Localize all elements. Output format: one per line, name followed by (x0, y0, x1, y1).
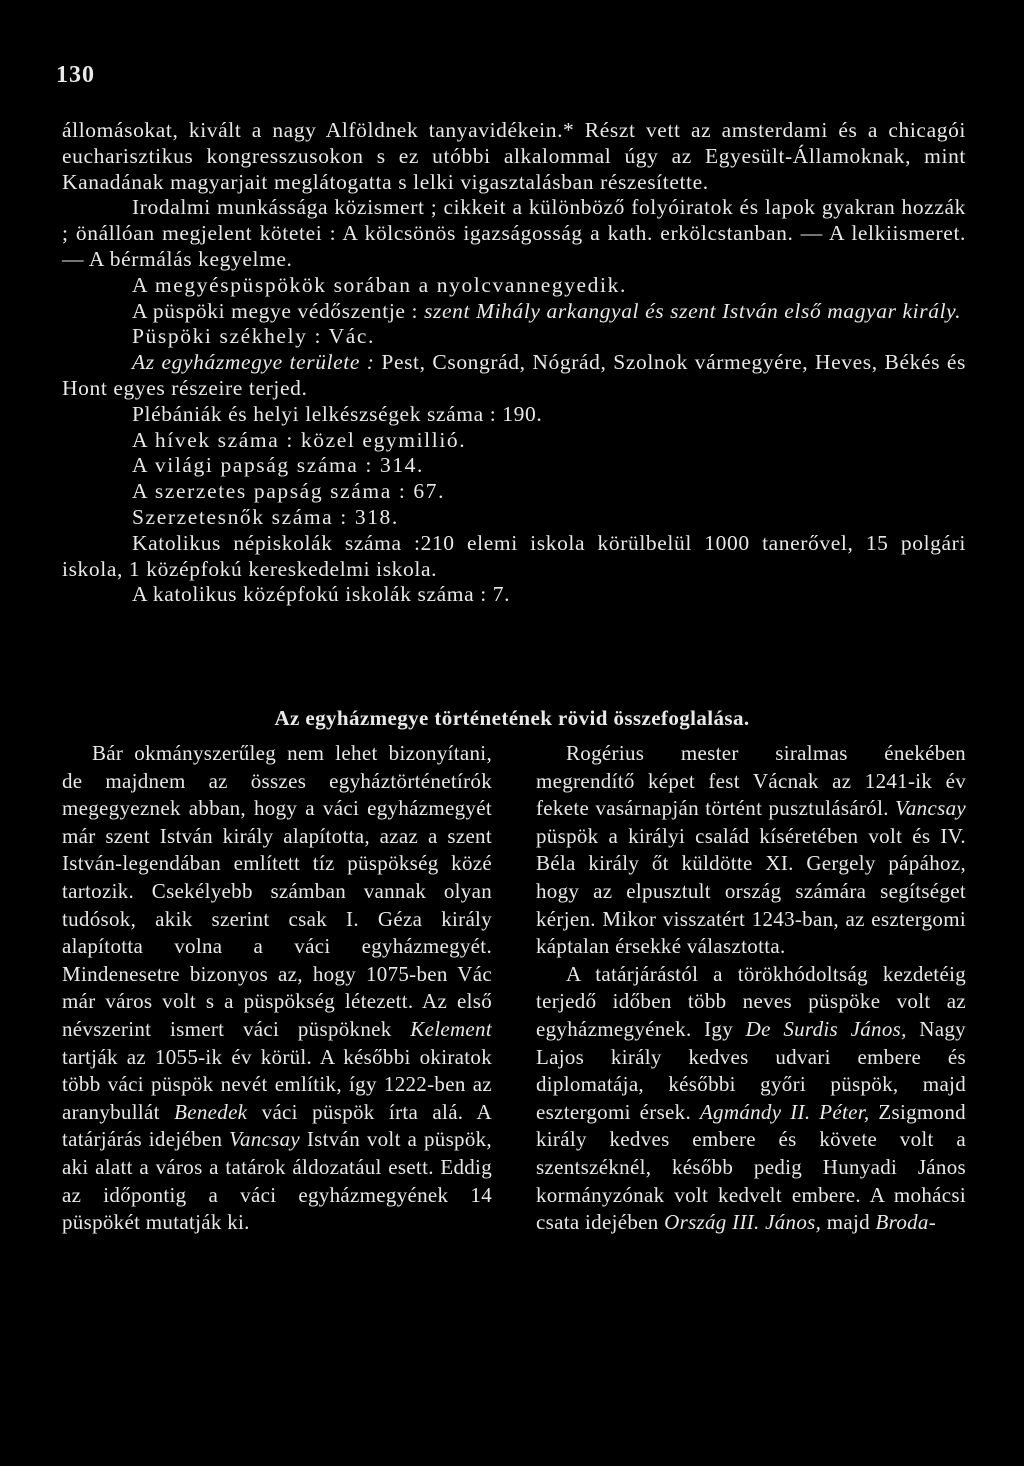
right-text-d: Nagy Lajos király kedves udvari embere és diplomatája, későbbi győri püspök, majd esztergomi érsek. (536, 1016, 966, 1124)
name-vancsay: Vancsay (229, 1127, 301, 1152)
patron-label: A püspöki megye védőszentje : (132, 298, 419, 323)
parishes-line: Plébániák és helyi lelkészségek száma : 190. (132, 401, 543, 426)
name-agmandy: Agmándy II. Péter, (699, 1099, 870, 1124)
right-paragraph-1 (536, 740, 966, 961)
name-de-surdis: De Surdis János, (745, 1016, 907, 1041)
right-text-a: Rogérius mester siralmas énekében megrendítő képet fest Vácnak az 1241-ik év fekete vasárnapján történt pusztulásáról. (536, 741, 966, 821)
secondary-schools-line: A katolikus középfokú iskolák száma : 7. (132, 582, 511, 607)
nuns-count-line: Szerzetesnők száma : 318. (132, 504, 399, 529)
name-benedek: Benedek (174, 1099, 248, 1124)
rank-line: A megyéspüspökök sorában a nyolcvannegyedik. (132, 272, 627, 297)
episcopal-seat-line: Püspöki székhely : Vác. (132, 324, 376, 349)
religious-clergy-line: A szerzetes papság száma : 67. (132, 479, 446, 504)
territory-value: Pest, Csongrád, Nógrád, Szolnok vármegyére, Heves, Békés és Hont egyes részeire terjed. (62, 350, 966, 400)
left-text-a: Bár okmányszerűleg nem lehet bizonyítani, de majdnem az összes egyháztörténetírók megegyeznek abban, hogy a váci egyházmegyét már szent István király alapította, azaz a szent István-legendában említett tíz püspökség közé tartozik. Csekélyebb számban vannak olyan tudósok, akik szerint csak I. Géza király alapította volna a váci egyházmegyét. Mindenesetre bizonyos az, hogy 1075-ben Vác már város volt s a püspökség létezett. Az első névszerint ismert váci püspöknek (62, 741, 492, 1041)
territory-label: Az egyházmegye területe : (132, 350, 375, 375)
patron-value: szent Mihály arkangyal és szent István első magyar király. (424, 298, 962, 323)
right-text-f: majd (826, 1210, 870, 1235)
left-text-b: tartják az 1055-ik év körül. A későbbi okiratok több váci püspök nevét említik, így 1222-ben az aranybullát (62, 1044, 492, 1124)
schools-line: Katolikus népiskolák száma :210 elemi iskola körülbelül 1000 tanerővel, 15 polgári iskola, 1 középfokú kereskedelmi iskola. (62, 530, 966, 581)
name-kelement: Kelement (410, 1016, 492, 1041)
right-text-e: Zsigmond király kedves embere és követe volt a szentszéknél, később pedig Hunyadi János kormányzónak volt kedvelt embere. A mohácsi csata idejében (536, 1099, 966, 1235)
left-text-c: váci püspök írta alá. A tatárjárás idejében (62, 1099, 492, 1152)
name-orszagh: Ország III. János, (664, 1210, 822, 1235)
right-text-c: A tatárjárástól a törökhódoltság kezdetéig terjedő időben több neves püspöke volt az egyházmegyének. Igy (536, 961, 966, 1041)
left-paragraph (62, 740, 492, 1237)
faithful-count-line: A hívek száma : közel egymillió. (132, 427, 467, 452)
secular-clergy-line: A világi papság száma : 314. (132, 453, 424, 478)
left-text-d: István volt a püspök, aki alatt a város a tatárok áldozatául esett. Eddig az időpontig a váci egyházmegyének 14 püspökét mutatják ki. (62, 1127, 492, 1235)
name-vancsay-right: Vancsay (895, 796, 966, 821)
right-text-b: püspök a királyi család kíséretében volt és IV. Béla király őt küldötte XI. Gergely pápához, hogy az elpusztult ország számára segítséget kérjen. Mikor visszatért 1243-ban, az esztergomi káptalan érsekké választotta. (536, 823, 966, 959)
page-number: 130 (56, 62, 95, 88)
right-column (536, 740, 966, 1237)
top-section (62, 118, 966, 608)
paragraph-literary-work: Irodalmi munkássága közismert ; cikkeit a különböző folyóiratok és lapok gyakran hozzák ; önállóan megjelent kötetei : A kölcsönös igazságosság a kath. erkölcstanban. — A lelkiismeret. — A bérmálás kegyelme. (62, 195, 966, 271)
territory-line (62, 350, 966, 402)
section-heading: Az egyházmegye történetének rövid összefoglalása. (274, 706, 750, 730)
patron-saint-line (62, 299, 966, 325)
left-column (62, 740, 492, 1237)
paragraph-continuation: állomásokat, kivált a nagy Alföldnek tanyavidékein.* Részt vett az amsterdami és a chicagói eucharisztikus kongresszusokon s ez utóbbi alkalommal úgy az Egyesült-Államoknak, mint Kanadának magyarjait meglátogatta s lelki vigasztalásban részesítette. (62, 118, 966, 194)
name-broda: Broda- (875, 1210, 937, 1235)
right-paragraph-2 (536, 961, 966, 1237)
